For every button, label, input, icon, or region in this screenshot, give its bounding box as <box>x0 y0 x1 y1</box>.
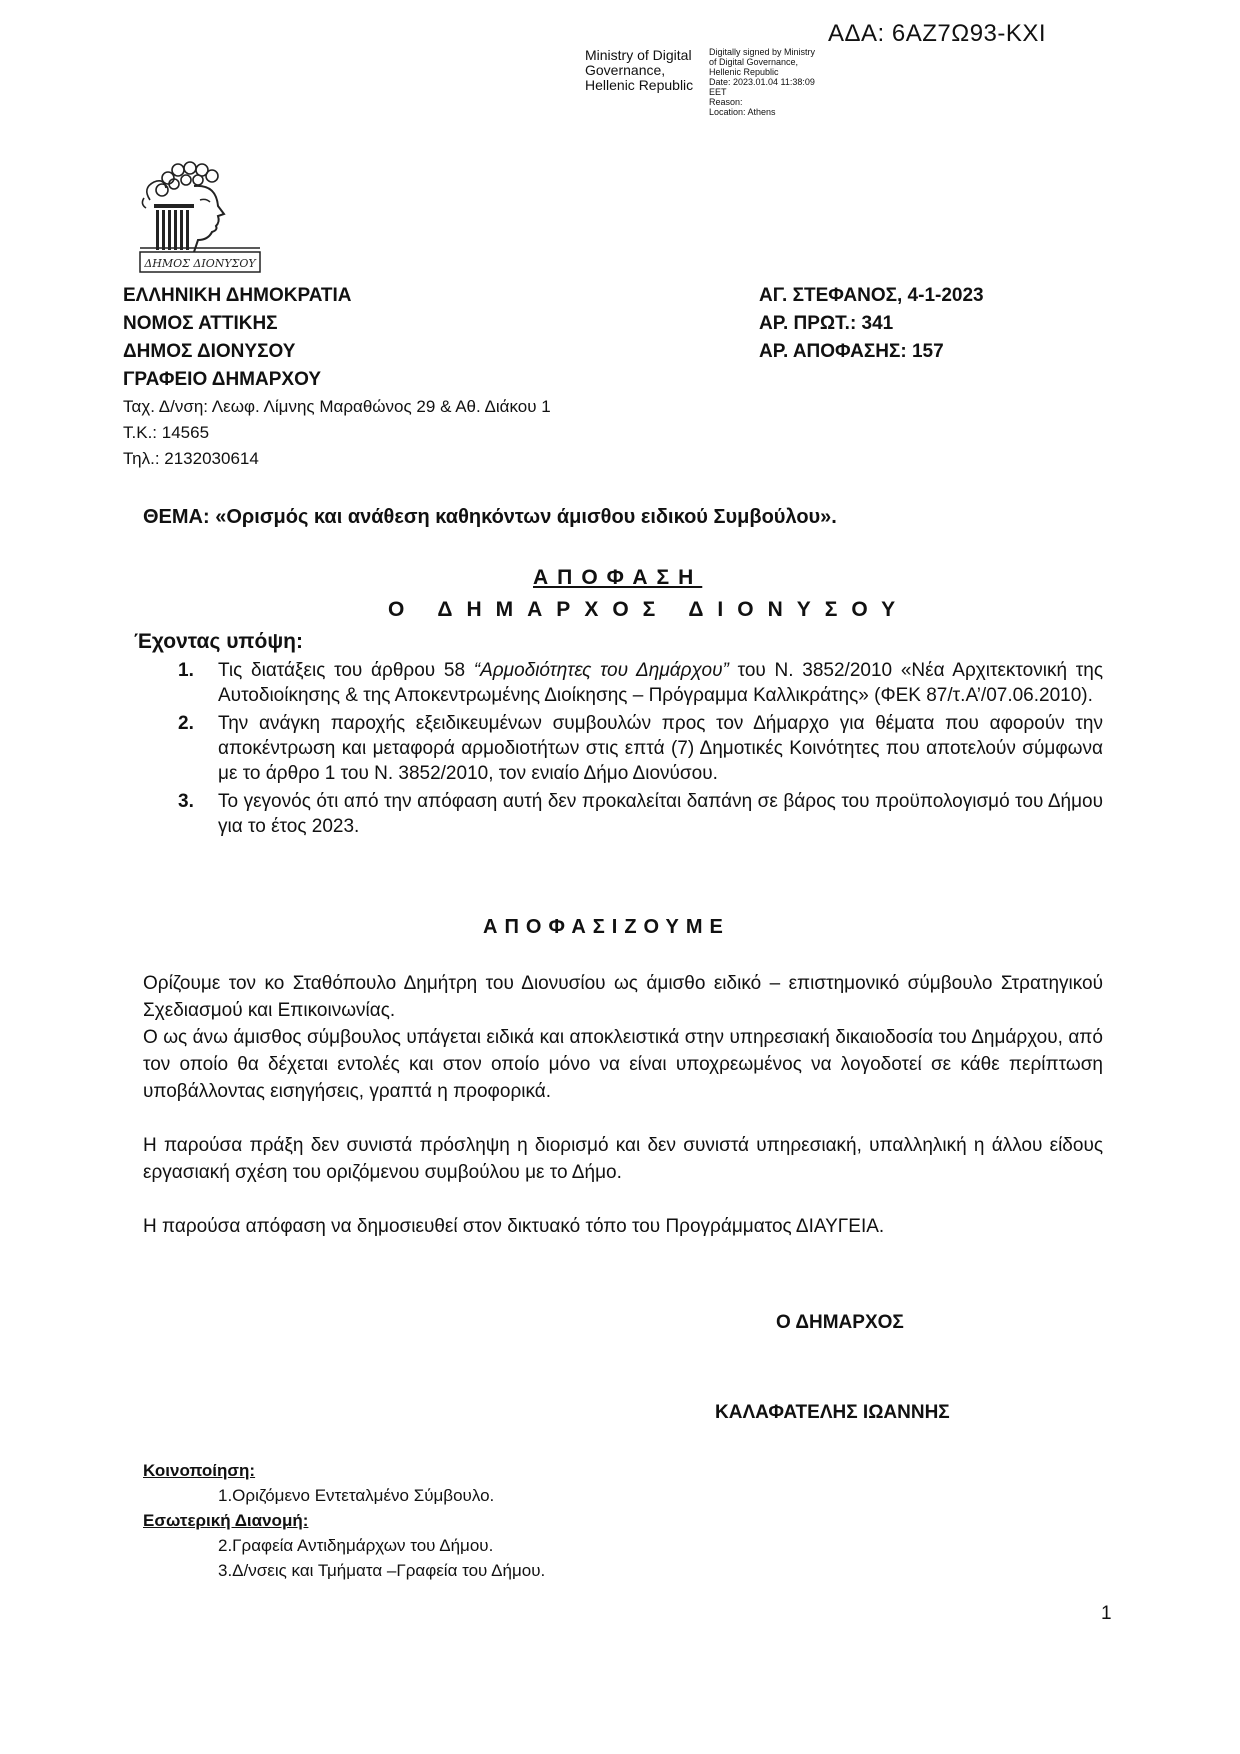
list-item-text: Το γεγονός ότι από την απόφαση αυτή δεν προκαλείται δαπάνη σε βάρος του προϋπολογισμό του Δήμου για το έτος 2023. <box>218 791 1103 837</box>
mayor-title: Ο ΔΗΜΑΡΧΟΣ ΔΙΟΝΥΣΟΥ <box>388 598 910 621</box>
header-line: ΔΗΜΟΣ ΔΙΟΝΥΣΟΥ <box>123 341 296 362</box>
ministry-line: Governance, <box>585 62 666 78</box>
body-paragraph: Η παρούσα απόφαση να δημοσιευθεί στον δικτυακό τόπο του Προγράμματος ΔΙΑΥΓΕΙΑ. <box>143 1216 885 1237</box>
body-paragraph: Η παρούσα πράξη δεν συνιστά πρόσληψη η διορισμό και δεν συνιστά υπηρεσιακή, υπαλληλική η άλλου είδους εργασιακή σχέση του οριζόμενου συμβούλου με το Δήμο. <box>143 1135 1103 1183</box>
internal-item: 2.Γραφεία Αντιδημάρχων του Δήμου. <box>218 1536 494 1555</box>
municipality-logo <box>138 160 262 274</box>
subject-line: ΘΕΜΑ: «Ορισμός και ανάθεση καθηκόντων άμισθου ειδικού Συμβούλου». <box>143 506 837 528</box>
header-line: ΕΛΛΗΝΙΚΗ ΔΗΜΟΚΡΑΤΙΑ <box>123 285 352 306</box>
list-item <box>178 658 1103 708</box>
decide-heading: ΑΠΟΦΑΣΙΖΟΥΜΕ <box>483 916 730 938</box>
protocol-number: ΑΡ. ΠΡΩΤ.: 341 <box>759 313 894 334</box>
signature-details <box>709 47 839 117</box>
considering-heading: Έχοντας υπόψη: <box>134 630 303 653</box>
list-item-number: 3. <box>178 791 194 812</box>
document-date: ΑΓ. ΣΤΕΦΑΝΟΣ, 4-1-2023 <box>759 285 984 306</box>
considerations-list <box>178 658 1103 842</box>
notify-item: 1.Οριζόμενο Εντεταλμένο Σύμβουλο. <box>218 1486 495 1505</box>
address-block <box>123 394 551 472</box>
decision-title: ΑΠΟΦΑΣΗ <box>533 566 703 589</box>
distribution-block <box>143 1458 545 1583</box>
signatory-title: Ο ΔΗΜΑΡΧΟΣ <box>776 1312 904 1333</box>
list-item-number: 2. <box>178 713 194 734</box>
list-item-italic: “Αρμοδιότητες του Δημάρχου” <box>473 660 729 681</box>
postal-code: Τ.Κ.: 14565 <box>123 423 210 442</box>
ministry-line: Ministry of Digital <box>585 47 692 63</box>
ministry-line: Hellenic Republic <box>585 77 694 93</box>
header-left <box>123 282 351 394</box>
list-item <box>178 711 1103 786</box>
address-line: Ταχ. Δ/νση: Λεωφ. Λίμνης Μαραθώνος 29 & Αθ. Διάκου 1 <box>123 397 551 416</box>
signature-detail-line: EET <box>709 87 727 97</box>
list-item-text: Την ανάγκη παροχής εξειδικευμένων συμβουλών προς τον Δήμαρχο για θέματα που αφορούν την αποκέντρωση και μεταφορά αρμοδιοτήτων στις επτά (7) Δημοτικές Κοινότητες που αποτελούν σύμφωνα με το άρθρο 1 του Ν. 3852/2010, τον ενιαίο Δήμο Διονύσου. <box>218 713 1103 784</box>
logo-caption: ΔΗΜΟΣ ΔΙΟΝΥΣΟΥ <box>144 257 256 270</box>
list-item-number: 1. <box>178 660 194 681</box>
ada-code: ΑΔΑ: 6ΑΖ7Ω93-ΚΧΙ <box>828 20 1047 47</box>
header-right <box>759 282 984 366</box>
phone: Τηλ.: 2132030614 <box>123 449 259 468</box>
signature-detail-line: Reason: <box>709 97 743 107</box>
list-item-text-cont: του Ν. 3852/2010 «Νέα Αρχιτεκτονική της Αυτοδιοίκησης & της Αποκεντρωμένης Διοίκησης – Πρόγραμμα Καλλικράτης» (ΦΕΚ 87/τ.Α’/07.06.2010). <box>218 660 1103 706</box>
header-line: ΓΡΑΦΕΙΟ ΔΗΜΑΡΧΟΥ <box>123 369 321 390</box>
list-item-text: Τις διατάξεις του άρθρου 58 <box>218 660 474 681</box>
internal-item: 3.Δ/νσεις και Τμήματα –Γραφεία του Δήμου. <box>218 1561 546 1580</box>
decision-number: ΑΡ. ΑΠΟΦΑΣΗΣ: 157 <box>759 341 944 362</box>
signature-detail-line: Hellenic Republic <box>709 67 779 77</box>
signature-detail-line: Digitally signed by Ministry <box>709 47 816 57</box>
signature-ministry <box>585 48 705 93</box>
page-number: 1 <box>1101 1603 1112 1624</box>
header-line: ΝΟΜΟΣ ΑΤΤΙΚΗΣ <box>123 313 278 334</box>
body-paragraph: Ορίζουμε τον κο Σταθόπουλο Δημήτρη του Διονυσίου ως άμισθο ειδικό – επιστημονικό σύμβουλο Στρατηγικού Σχεδιασμού και Επικοινωνίας. <box>143 973 1103 1021</box>
signatory-name: ΚΑΛΑΦΑΤΕΛΗΣ ΙΩΑΝΝΗΣ <box>715 1402 950 1423</box>
decision-body <box>143 970 1103 1240</box>
signature-detail-line: Date: 2023.01.04 11:38:09 <box>709 77 815 87</box>
notify-heading: Κοινοποίηση: <box>143 1461 256 1480</box>
dionysos-head-emblem-icon <box>138 160 262 274</box>
list-item <box>178 789 1103 839</box>
signature-detail-line: Location: Athens <box>709 107 776 117</box>
signature-detail-line: of Digital Governance, <box>709 57 799 67</box>
internal-heading: Εσωτερική Διανομή: <box>143 1511 309 1530</box>
body-paragraph: Ο ως άνω άμισθος σύμβουλος υπάγεται ειδικά και αποκλειστικά στην υπηρεσιακή δικαιοδοσία του Δημάρχου, από τον οποίο θα δέχεται εντολές και στον οποίο μόνο να είναι υποχρεωμένος να λογοδοτεί σε κάθε περίπτωση υποβάλλοντας εισηγήσεις, γραπτά η προφορικά. <box>143 1027 1103 1102</box>
